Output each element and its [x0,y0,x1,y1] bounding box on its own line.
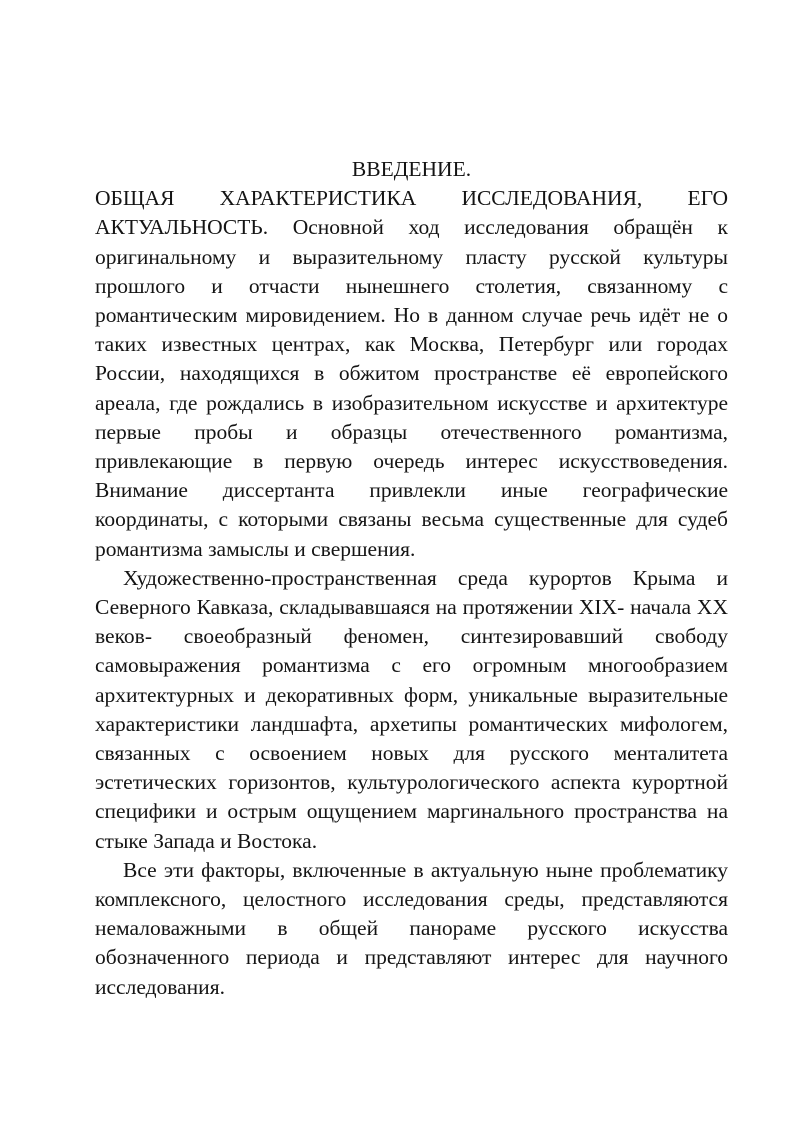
section-heading: ОБЩАЯ ХАРАКТЕРИСТИКА ИССЛЕДОВАНИЯ, ЕГО АКТУАЛЬНОСТЬ. [95,186,728,240]
paragraph-1-text: Основной ход исследования обращён к оригинальному и выразительному пласту русской культуры прошлого и отчасти нынешнего столетия, связанному с романтическим мировидением. Но в данном случае речь идёт не о таких известных центрах, как Москва, Петербург или городах России, находящихся в обжитом пространстве её европейского ареала, где рождались в изобразительном искусстве и архитектуре первые пробы и образцы отечественного романтизма, привлекающие в первую очередь интерес искусствоведения. Внимание диссертанта привлекли иные географические координаты, с которыми связаны весьма существенные для судеб романтизма замыслы и свершения. [95,215,728,561]
paragraph-1 [95,184,728,564]
document-body [95,155,728,1002]
paragraph-3: Все эти факторы, включенные в актуальную ныне проблематику комплексного, целостного исследования среды, представляются немаловажными в общей панораме русского искусства обозначенного периода и представляют интерес для научного исследования. [95,857,728,999]
page-title: ВВЕДЕНИЕ. [351,157,472,181]
paragraph-2: Художественно-пространственная среда курортов Крыма и Северного Кавказа, складывавшаяся на протяжении XIX- начала XX веков- своеобразный феномен, синтезировавший свободу самовыражения романтизма с его огромным многообразием архитектурных и декоративных форм, уникальные выразительные характеристики ландшафта, архетипы романтических мифологем, связанных с освоением новых для русского менталитета эстетических горизонтов, культурологического аспекта курортной специфики и острым ощущением маргинального пространства на стыке Запада и Востока. [95,565,728,853]
